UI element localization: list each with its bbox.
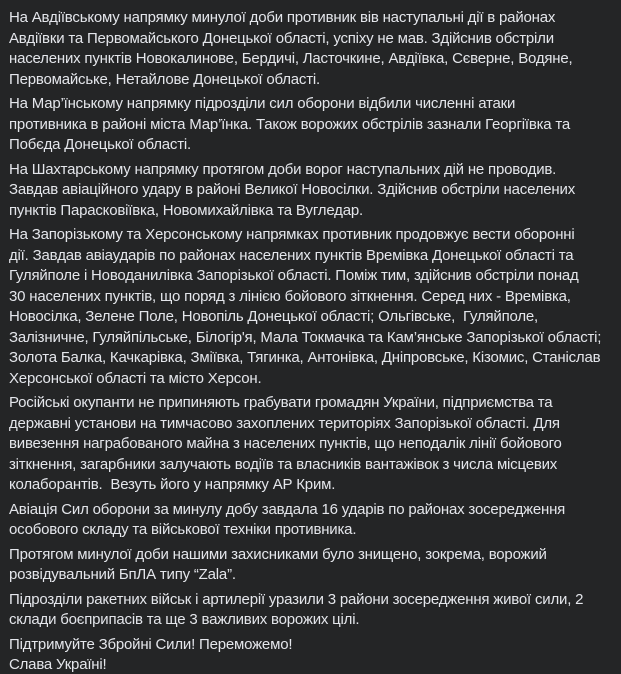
post-line: Залізничне, Гуляйпільське, Білогір'я, Мала Токмачка та Кам’янське Запорізької області; <box>9 328 602 346</box>
post-line: Херсонської області та місто Херсон. <box>9 369 262 387</box>
post-line: Слава Україні! <box>9 656 107 673</box>
post-line: Побєда Донецької області. <box>9 136 191 153</box>
post-paragraph <box>9 8 617 90</box>
post-line: На Авдіївському напрямку минулої доби противник вів наступальні дії в районах <box>9 9 556 26</box>
post-line: Підтримуйте Збройні Сили! Переможемо! <box>9 635 293 653</box>
post-line: пунктів Парасковіївка, Новомихайлівка та Вугледар. <box>9 201 363 219</box>
post-paragraph <box>9 393 617 496</box>
post-line: Новосілка, Зелене Поле, Новопіль Донецької області; Ольгівське, Гуляйполе, <box>9 308 538 325</box>
post-line: склади боєприпасів та ще 3 важливих ворожих цілі. <box>9 611 360 628</box>
post-line: Завдав авіаційного удару в районі Великої Новосілки. Здійснив обстріли населених <box>9 181 575 198</box>
post-line: Підрозділи ракетних військ і артилерії уразили 3 райони зосередження живої сили, 2 <box>9 590 584 608</box>
post-line: На Мар’їнському напрямку підрозділи сил оборони відбили численні атаки <box>9 95 516 112</box>
post-line: Російські окупанти не припиняють грабувати громадян України, підприємства та <box>9 394 553 411</box>
post-line: Авдіївки та Первомайського Донецької області, успіху не мав. Здійснив обстріли <box>9 29 554 47</box>
post-line: дії. Завдав авіаударів по районах населених пунктів Времівка Донецької області та <box>9 246 574 264</box>
post-line: колаборантів. Везуть його у напрямку АР Крим. <box>9 476 336 493</box>
post-paragraph <box>9 160 617 222</box>
post-paragraph <box>9 590 617 631</box>
post-paragraph <box>9 545 617 586</box>
post-line: На Шахтарському напрямку протягом доби ворог наступальних дій не проводив. <box>9 160 557 178</box>
post-line: державні установи на тимчасово захоплених територіях Запорізької області. Для <box>9 414 560 432</box>
post-paragraph <box>9 635 617 674</box>
post-line: особового складу та військової техніки противника. <box>9 521 357 538</box>
post-text <box>9 8 617 674</box>
post-line: зіткнення, загарбники залучають водіїв та власників вантажівок з числа місцевих <box>9 455 558 473</box>
post-line: Протягом минулої доби нашими захисниками було знищено, зокрема, ворожий <box>9 545 547 563</box>
post-line: На Запорізькому та Херсонському напрямках противник продовжує вести оборонні <box>9 226 575 243</box>
post-line: Гуляйполе і Новоданилівка Запорізької області. Поміж тим, здійснив обстріли понад <box>9 267 579 284</box>
post-paragraph <box>9 500 617 541</box>
post-line: Первомайське, Нетайлове Донецької області. <box>9 70 320 88</box>
post-line: розвідувальний БпЛА типу “Zala”. <box>9 566 236 583</box>
post-paragraph <box>9 225 617 389</box>
post-line: населених пунктів Новокалинове, Бердичі, Ласточкине, Авдіївка, Сєверне, Водяне, <box>9 50 573 67</box>
post-line: противника в районі міста Мар’їнка. Також ворожих обстрілів зазнали Георгіївка та <box>9 115 571 133</box>
post-line: Авіація Сил оборони за минулу добу завдала 16 ударів по районах зосередження <box>9 500 566 518</box>
post-paragraph <box>9 94 617 156</box>
post-line: вивезення награбованого майна з населених пунктів, що неподалік лінії бойового <box>9 435 562 452</box>
post-line: Золота Балка, Качкарівка, Зміївка, Тягинка, Антонівка, Дніпровське, Кізомис, Станіслав <box>9 349 601 366</box>
post-line: 30 населених пунктів, що поряд з лінією бойового зіткнення. Серед них - Времівка, <box>9 287 571 305</box>
